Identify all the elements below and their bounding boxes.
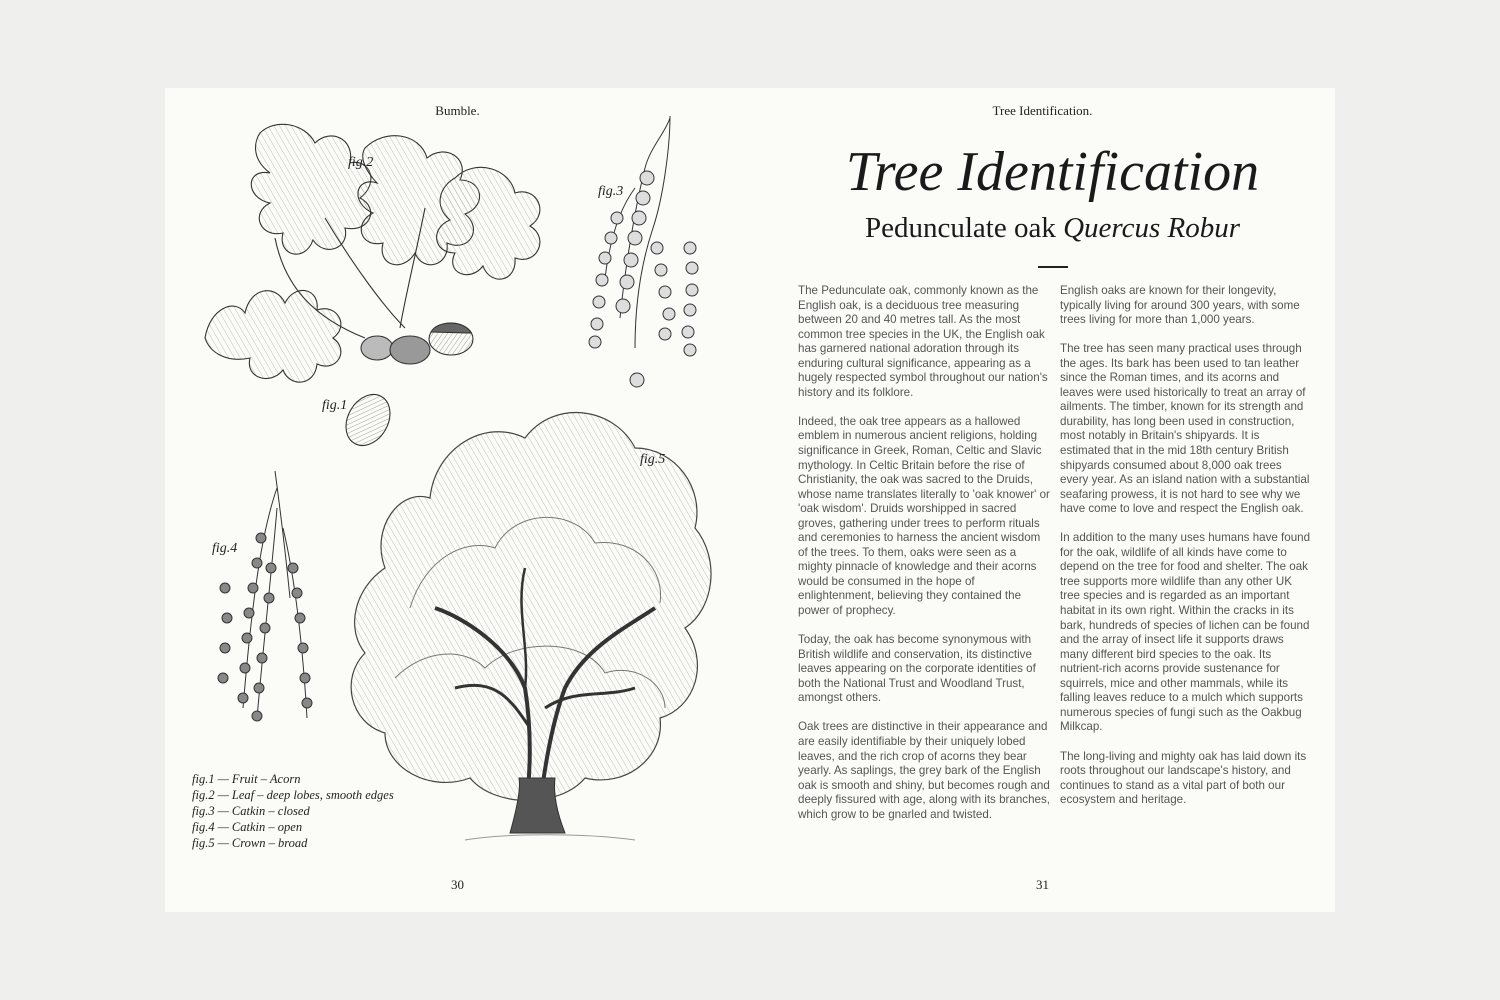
- caption-fig3: fig.3 — Catkin – closed: [192, 804, 310, 818]
- paragraph: The long-living and mighty oak has laid down its roots throughout our landscape's history, and continues to stand as a vital part of both our ecosystem and heritage.: [1060, 749, 1307, 807]
- right-running-head: Tree Identification.: [992, 103, 1093, 118]
- caption-fig1: fig.1 — Fruit – Acorn: [192, 772, 301, 786]
- caption-fig5: fig.5 — Crown – broad: [192, 836, 308, 850]
- paragraph: The tree has seen many practical uses through the ages. Its bark has been used to tan leather since the Roman times, and its acorns and leaves were used historically to treat an array of ailments. The timber, known for its strength and durability, has long been used in construction, most notably in Britain's shipyards. It is estimated that in the mid 18th century British shipyards consumed about 8,000 oak trees every year. As an island nation with a substantial seafaring prowess, it is not hard to see why we have come to love and respect the English oak.: [1060, 342, 1310, 516]
- catkin-closed-icon: [589, 116, 698, 387]
- title-divider: [1038, 266, 1068, 268]
- paragraph: The Pedunculate oak, commonly known as the English oak, is a deciduous tree measuring between 20 and 40 metres tall. As the most common tree species in the UK, the English oak has garnered national adoration through its enduring cultural significance, appearing as a hugely respected symbol throughout our nation's history and its folklore.: [798, 284, 1048, 399]
- body-column-1: [798, 284, 1050, 837]
- fig5-label: fig.5: [640, 452, 666, 467]
- book-spread: [165, 88, 1335, 912]
- article-subtitle: [750, 208, 1335, 248]
- acorn-icon: [337, 387, 399, 454]
- left-running-head: Bumble.: [435, 103, 480, 118]
- fig3-label: fig.3: [598, 184, 624, 199]
- acorn-cluster-icon: [361, 323, 473, 364]
- figure-captions: [192, 771, 394, 851]
- paragraph: In addition to the many uses humans have found for the oak, wildlife of all kinds have come to depend on the tree for food and shelter. The oak tree supports more wildlife than any other UK tree species and is regarded as an important habitat in its own right. Within the cracks in its bark, hundreds of species of lichen can be found and the array of insect life it supports draws many different bird species to the oak. Its nutrient-rich acorns provide sustenance for squirrels, mice and other mammals, while its falling leaves reduce to a mulch which supports numerous species of fungi such as the Oakbug Milkcap.: [1060, 531, 1311, 734]
- catkin-open-icon: [218, 471, 312, 721]
- subtitle-common-name: Pedunculate oak: [864, 212, 1056, 244]
- caption-fig2: fig.2 — Leaf – deep lobes, smooth edges: [192, 788, 394, 802]
- right-page-number: 31: [1036, 877, 1049, 892]
- paragraph: Indeed, the oak tree appears as a hallowed emblem in numerous ancient religions, holding significance in Greek, Roman, Celtic and Slavic mythology. In Celtic Britain before the rise of Christianity, the oak was sacred to the Druids, whose name translates literally to 'oak knower' or 'oak wisdom'. Druids worshipped in sacred groves, gathering under trees to perform rituals and ceremonies to harness the ancient wisdom of the trees. To them, oaks were seen as a mighty pinnacle of knowledge and their acorns would be consumed in the hope of enlightenment, believing they contained the power of prophecy.: [798, 414, 1050, 618]
- article-title: Tree Identification: [845, 141, 1260, 203]
- left-page: [165, 88, 750, 912]
- fig1-label: fig.1: [322, 398, 348, 413]
- paragraph: Oak trees are distinctive in their appearance and are easily identifiable by their uniquely lobed leaves, and the rich crop of acorns they bear yearly. As saplings, the grey bark of the English oak is smooth and shiny, but becomes rough and deeply fissured with age, along with its branches, which grow to be gnarled and twisted.: [798, 720, 1050, 821]
- fig2-label: fig.2: [348, 155, 374, 170]
- caption-fig4: fig.4 — Catkin – open: [192, 820, 303, 834]
- oak-tree-icon: [351, 413, 711, 840]
- body-column-2: [1060, 284, 1312, 822]
- fig4-label: fig.4: [212, 541, 238, 556]
- subtitle-latin-name: Quercus Robur: [1063, 212, 1241, 244]
- right-page: [750, 88, 1335, 912]
- left-page-number: 30: [451, 877, 464, 892]
- paragraph: English oaks are known for their longevity, typically living for around 300 years, with some trees living for more than 1,000 years.: [1060, 284, 1300, 327]
- paragraph: Today, the oak has become synonymous with British wildlife and conservation, its distinctive leaves appearing on the corporate identities of both the National Trust and Woodland Trust, amongst others.: [798, 633, 1036, 705]
